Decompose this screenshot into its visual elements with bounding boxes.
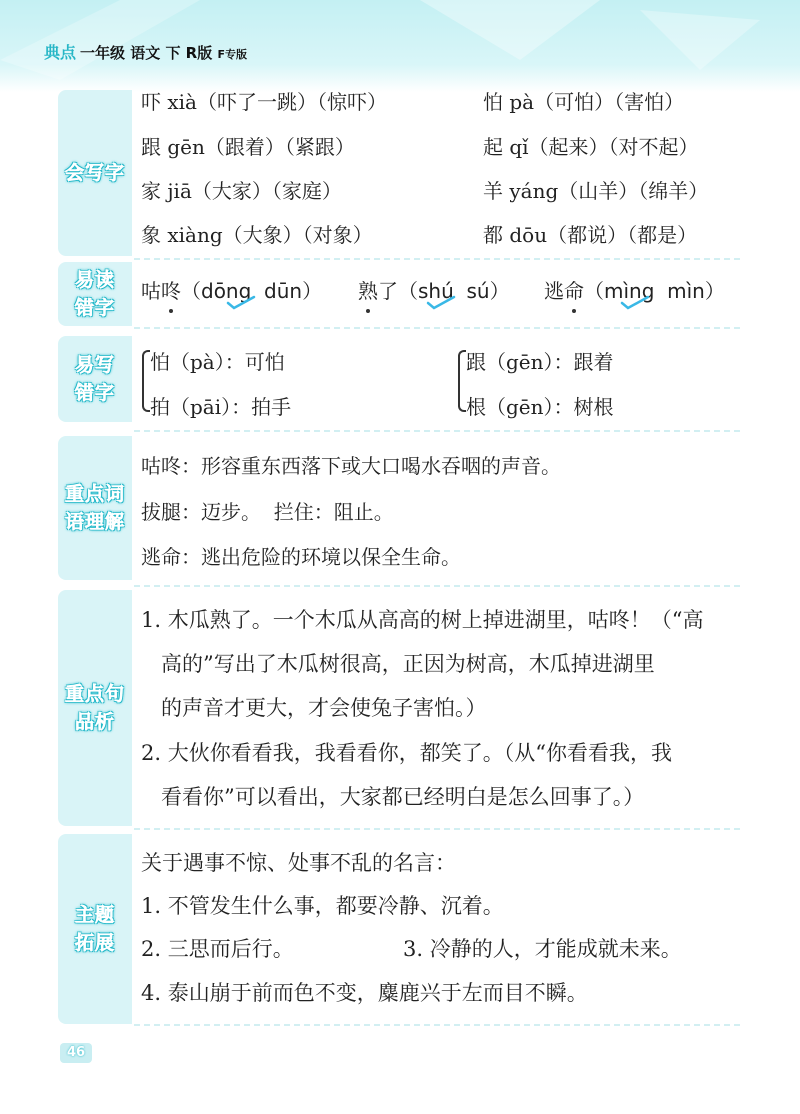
write-row-3-right: 羊 yáng（山羊）（绵羊） (483, 179, 709, 203)
page-number: 46 (60, 1043, 92, 1063)
miswrite-group-1-b: 拍（pāi）：拍手 (150, 395, 292, 419)
label-easy-miswrite: 易写 错字 (58, 336, 132, 422)
check-icon (620, 295, 650, 311)
brace-icon (458, 350, 466, 412)
write-row-2-right: 起 qǐ（起来）（对不起） (483, 135, 699, 159)
sentence-line: 1. 木瓜熟了。一个木瓜从高高的树上掉进湖里，咕咚！（“高 (141, 608, 704, 632)
sentence-line: 高的”写出了木瓜树很高，正因为树高，木瓜掉进湖里 (141, 652, 655, 676)
wrong-pinyin: mìn (667, 279, 705, 303)
book-title: 一年级 语文 下 R版 (80, 44, 213, 62)
label-key-sentences: 重点句 品析 (58, 590, 132, 826)
theme-item: 2. 三思而后行。 (141, 937, 294, 961)
write-row-1-left: 吓 xià（吓了一跳）（惊吓） (141, 90, 387, 114)
misread-item-3: 逃命（mìng mìn） (544, 275, 725, 304)
divider (134, 585, 740, 587)
key-word-line: 拔腿：迈步。 拦住：阻止。 (141, 500, 394, 524)
sentence-line: 看看你”可以看出，大家都已经明白是怎么回事了。） (141, 785, 645, 809)
divider (134, 828, 740, 830)
edition-tag: F专版 (217, 48, 247, 61)
miswrite-group-2-a: 跟（gēn）：跟着 (466, 350, 614, 374)
theme-intro: 关于遇事不惊、处事不乱的名言： (141, 851, 456, 875)
wrong-pinyin: dūn (264, 279, 303, 303)
header-title (44, 40, 247, 63)
page-header (0, 0, 800, 92)
write-row-3-left: 家 jiā（大家）（家庭） (141, 179, 342, 203)
wrong-pinyin: sú (466, 279, 490, 303)
write-row-1-right: 怕 pà（可怕）（害怕） (483, 90, 685, 114)
label-key-words: 重点词 语理解 (58, 436, 132, 580)
sentence-line: 2. 大伙你看看我，我看看你，都笑了。（从“你看看我，我 (141, 741, 672, 765)
theme-item: 1. 不管发生什么事，都要冷静、沉着。 (141, 894, 504, 918)
correct-pinyin: mìng (604, 279, 655, 303)
miswrite-group-2-b: 根（gēn）：树根 (466, 395, 614, 419)
divider (134, 327, 740, 329)
label-write-chars: 会写字 (58, 90, 132, 256)
misread-item-2: 熟了（shú sú） (358, 275, 510, 304)
misread-item-1: 咕咚（dōng dūn） (141, 275, 322, 304)
brand-logo: 典点 (44, 43, 77, 62)
write-row-2-left: 跟 gēn（跟着）（紧跟） (141, 135, 355, 159)
check-icon (226, 295, 256, 311)
write-row-4-left: 象 xiàng（大象）（对象） (141, 223, 373, 247)
emphasis-char: 命 (564, 275, 584, 304)
theme-item: 3. 冷静的人，才能成就未来。 (403, 937, 682, 961)
emphasis-char: 咚 (161, 275, 181, 304)
key-word-line: 逃命：逃出危险的环境以保全生命。 (141, 545, 461, 569)
divider (134, 258, 740, 260)
label-theme-extension: 主题 拓展 (58, 834, 132, 1024)
theme-item: 4. 泰山崩于前而色不变，麋鹿兴于左而目不瞬。 (141, 981, 588, 1005)
key-word-line: 咕咚：形容重东西落下或大口喝水吞咽的声音。 (141, 454, 561, 478)
brace-icon (142, 350, 150, 412)
miswrite-group-1-a: 怕（pà）：可怕 (150, 350, 285, 374)
label-easy-misread: 易读 错字 (58, 262, 132, 326)
emphasis-char: 熟 (358, 275, 378, 304)
correct-pinyin: shú (418, 279, 454, 303)
write-row-4-right: 都 dōu（都说）（都是） (483, 223, 698, 247)
divider (134, 430, 740, 432)
correct-pinyin: dōng (201, 279, 252, 303)
divider (134, 1024, 740, 1026)
check-icon (426, 295, 456, 311)
sentence-line: 的声音才更大，才会使兔子害怕。） (141, 696, 487, 720)
